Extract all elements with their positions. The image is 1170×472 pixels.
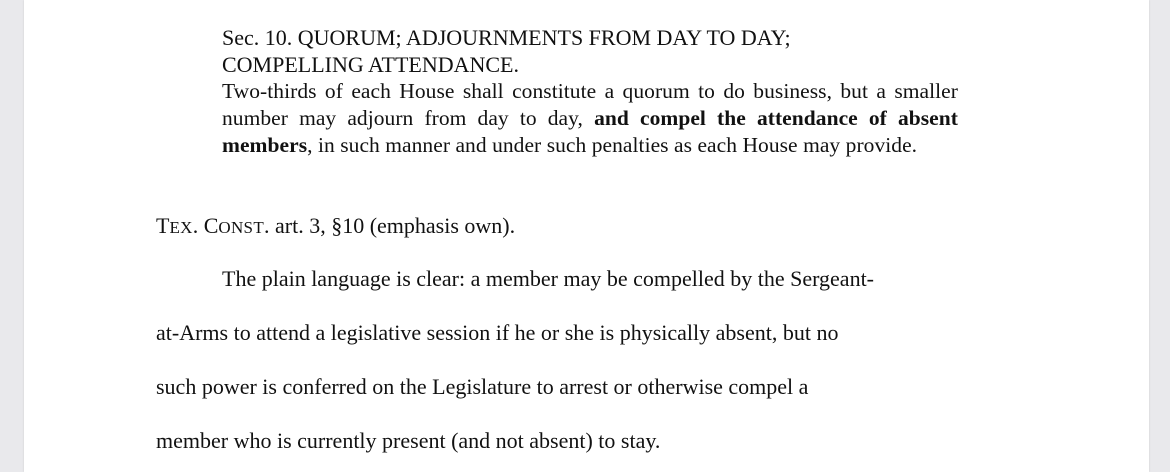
quote-body-emphasis: and compel the attendance of absent members <box>222 106 958 157</box>
citation-rest: . art. 3, §10 (emphasis own). <box>264 213 516 238</box>
quote-body-text-start: Two-thirds of each House shall constitute a quorum to do business, but a smaller number may adjourn from day to day, <box>222 79 958 130</box>
citation-const-rest: ONST <box>218 218 264 237</box>
body-paragraph <box>156 265 956 472</box>
citation-tex-rest: EX <box>169 218 193 237</box>
quote-body <box>222 78 958 159</box>
section-heading-line-2: COMPELLING ATTENDANCE. <box>222 52 519 77</box>
citation: TEX. CONST. art. 3, §10 (emphasis own). <box>156 213 516 238</box>
section-heading-line-1: Sec. 10. QUORUM; ADJOURNMENTS FROM DAY TO DAY; <box>222 25 791 50</box>
quote-body-text-end: , in such manner and under such penalties as each House may provide. <box>307 133 918 157</box>
paragraph-line-2: at-Arms to attend a legislative session if he or she is physically absent, but no <box>156 320 839 345</box>
document-page <box>24 0 1149 472</box>
paragraph-line-4: member who is currently present (and not absent) to stay. <box>156 428 661 453</box>
citation-tex-initial: T <box>156 213 170 238</box>
citation-const-initial: C <box>203 213 219 238</box>
block-quote <box>222 24 958 159</box>
paragraph-line-1: The plain language is clear: a member may be compelled by the Sergeant- <box>222 266 875 291</box>
paragraph-line-3: such power is conferred on the Legislature to arrest or otherwise compel a <box>156 374 809 399</box>
